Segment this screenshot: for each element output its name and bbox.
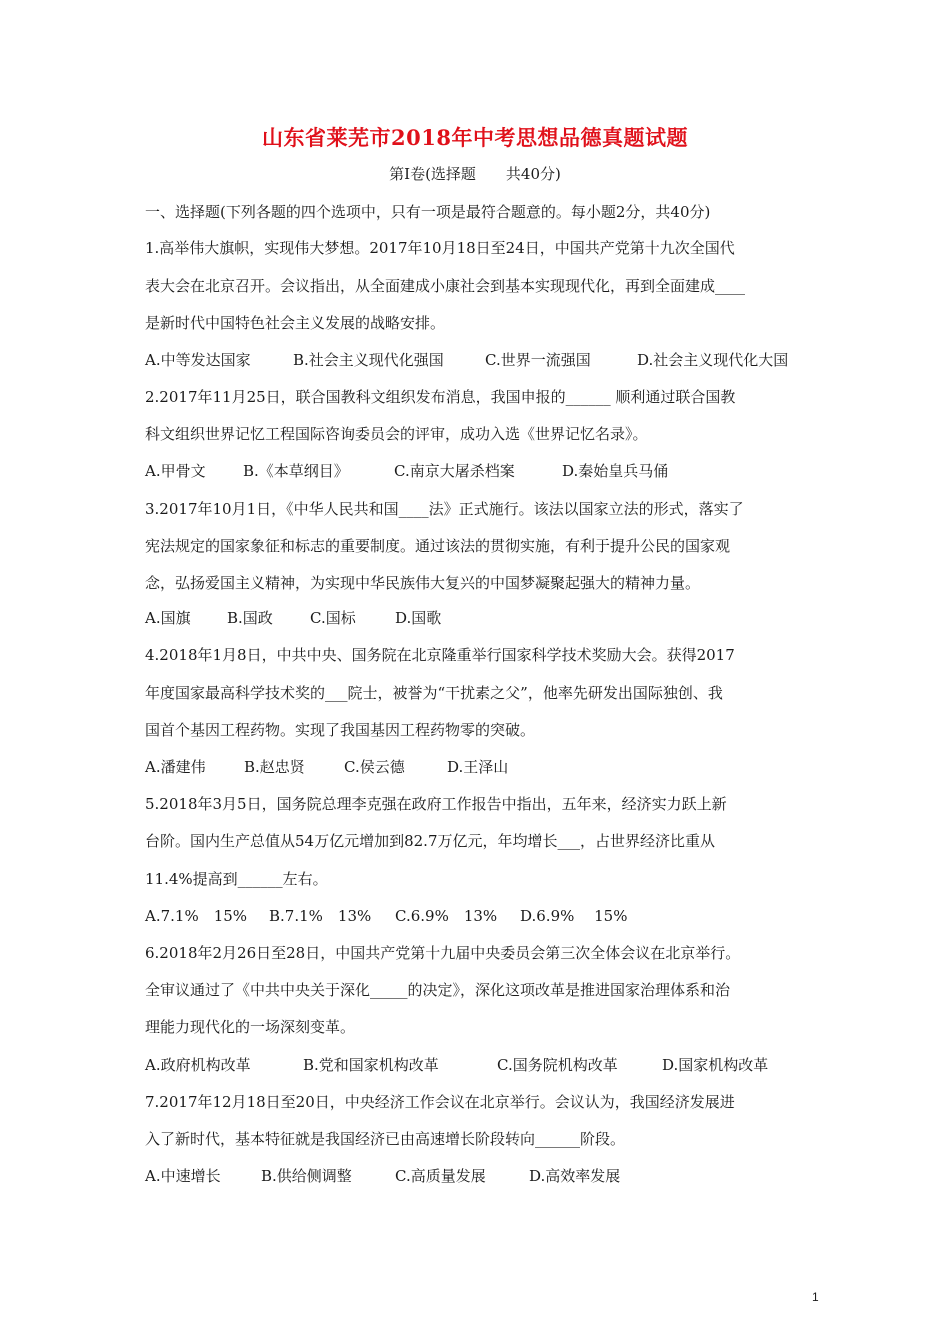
question-3-option-d: D.国歌 — [395, 609, 442, 627]
question-7-option-a: A.中速增长 — [145, 1167, 221, 1185]
question-1-line-3: 是新时代中国特色社会主义发展的战略安排。 — [145, 314, 446, 332]
question-4-option-c: C.侯云德 — [344, 758, 405, 776]
question-6-line-2: 全审议通过了《中共中央关于深化_____的决定》，深化这项改革是推进国家治理体系和治 — [145, 981, 731, 999]
question-6-option-b: B.党和国家机构改革 — [303, 1056, 439, 1074]
question-4-option-a: A.潘建伟 — [145, 758, 206, 776]
question-1-option-c: C.世界一流强国 — [485, 351, 591, 369]
question-2-line-2: 科文组织世界记忆工程国际咨询委员会的评审，成功入选《世界记忆名录》。 — [145, 425, 648, 443]
question-6-option-a: A.政府机构改革 — [145, 1056, 251, 1074]
question-5-line-1: 5.2018年3月5日，国务院总理李克强在政府工作报告中指出，五年来，经济实力跃上新 — [145, 795, 727, 813]
question-2-line-1: 2.2017年11月25日，联合国教科文组织发布消息，我国申报的______ 顺利通过联合国教 — [145, 388, 736, 406]
question-5-option-a: A.7.1% 15% — [145, 907, 248, 925]
question-2-option-b: B.《本草纲目》 — [243, 462, 349, 480]
section-subtitle: 第Ⅰ卷(选择题 共40分) — [389, 165, 561, 183]
question-6-line-1: 6.2018年2月26日至28日，中国共产党第十九届中央委员会第三次全体会议在北京举行。 — [145, 944, 741, 962]
question-2-option-c: C.南京大屠杀档案 — [394, 462, 515, 480]
question-5-option-b: B.7.1% 13% — [269, 907, 372, 925]
question-1-line-1: 1.高举伟大旗帜，实现伟大梦想。2017年10月18日至24日，中国共产党第十九次全国代 — [145, 239, 735, 257]
question-7-line-1: 7.2017年12月18日至20日，中央经济工作会议在北京举行。会议认为，我国经济发展进 — [145, 1093, 735, 1111]
question-7-option-c: C.高质量发展 — [395, 1167, 486, 1185]
question-5-line-3: 11.4%提高到______左右。 — [145, 870, 328, 888]
question-3-option-b: B.国政 — [227, 609, 273, 627]
question-6-option-c: C.国务院机构改革 — [497, 1056, 618, 1074]
question-3-line-3: 念，弘扬爱国主义精神，为实现中华民族伟大复兴的中国梦凝聚起强大的精神力量。 — [145, 574, 701, 592]
question-5-option-d: D.6.9% 15% — [520, 907, 628, 925]
question-3-option-a: A.国旗 — [145, 609, 191, 627]
question-1-option-d: D.社会主义现代化大国 — [637, 351, 789, 369]
question-5-option-c: C.6.9% 13% — [395, 907, 498, 925]
question-7-option-d: D.高效率发展 — [529, 1167, 621, 1185]
question-6-option-d: D.国家机构改革 — [662, 1056, 769, 1074]
question-1-option-a: A.中等发达国家 — [145, 351, 251, 369]
page-title: 山东省莱芜市2018年中考思想品德真题试题 — [262, 125, 688, 150]
question-3-line-1: 3.2017年10月1日，《中华人民共和国____法》正式施行。该法以国家立法的形式，落实了 — [145, 500, 744, 518]
question-1-line-2: 表大会在北京召开。会议指出，从全面建成小康社会到基本实现现代化，再到全面建成____ — [145, 277, 746, 295]
question-1-option-b: B.社会主义现代化强国 — [293, 351, 444, 369]
instructions: 一、选择题(下列各题的四个选项中，只有一项是最符合题意的。每小题2分，共40分) — [145, 203, 711, 221]
question-4-line-2: 年度国家最高科学技术奖的___院士，被誉为“干扰素之父”，他率先研发出国际独创、我 — [145, 684, 723, 702]
question-7-line-2: 入了新时代，基本特征就是我国经济已由高速增长阶段转向______阶段。 — [145, 1130, 626, 1148]
question-3-option-c: C.国标 — [310, 609, 356, 627]
question-5-line-2: 台阶。国内生产总值从54万亿元增加到82.7万亿元，年均增长___，占世界经济比重从 — [145, 832, 715, 850]
question-6-line-3: 理能力现代化的一场深刻变革。 — [145, 1018, 356, 1036]
question-2-option-a: A.甲骨文 — [145, 462, 206, 480]
question-4-option-d: D.王泽山 — [447, 758, 509, 776]
question-7-option-b: B.供给侧调整 — [261, 1167, 352, 1185]
page-number: 1 — [812, 1290, 819, 1304]
question-2-option-d: D.秦始皇兵马俑 — [562, 462, 669, 480]
question-4-line-1: 4.2018年1月8日，中共中央、国务院在北京隆重举行国家科学技术奖励大会。获得2017 — [145, 646, 735, 664]
question-3-line-2: 宪法规定的国家象征和标志的重要制度。通过该法的贯彻实施，有利于提升公民的国家观 — [145, 537, 731, 555]
question-4-option-b: B.赵忠贤 — [244, 758, 305, 776]
question-4-line-3: 国首个基因工程药物。实现了我国基因工程药物零的突破。 — [145, 721, 536, 739]
